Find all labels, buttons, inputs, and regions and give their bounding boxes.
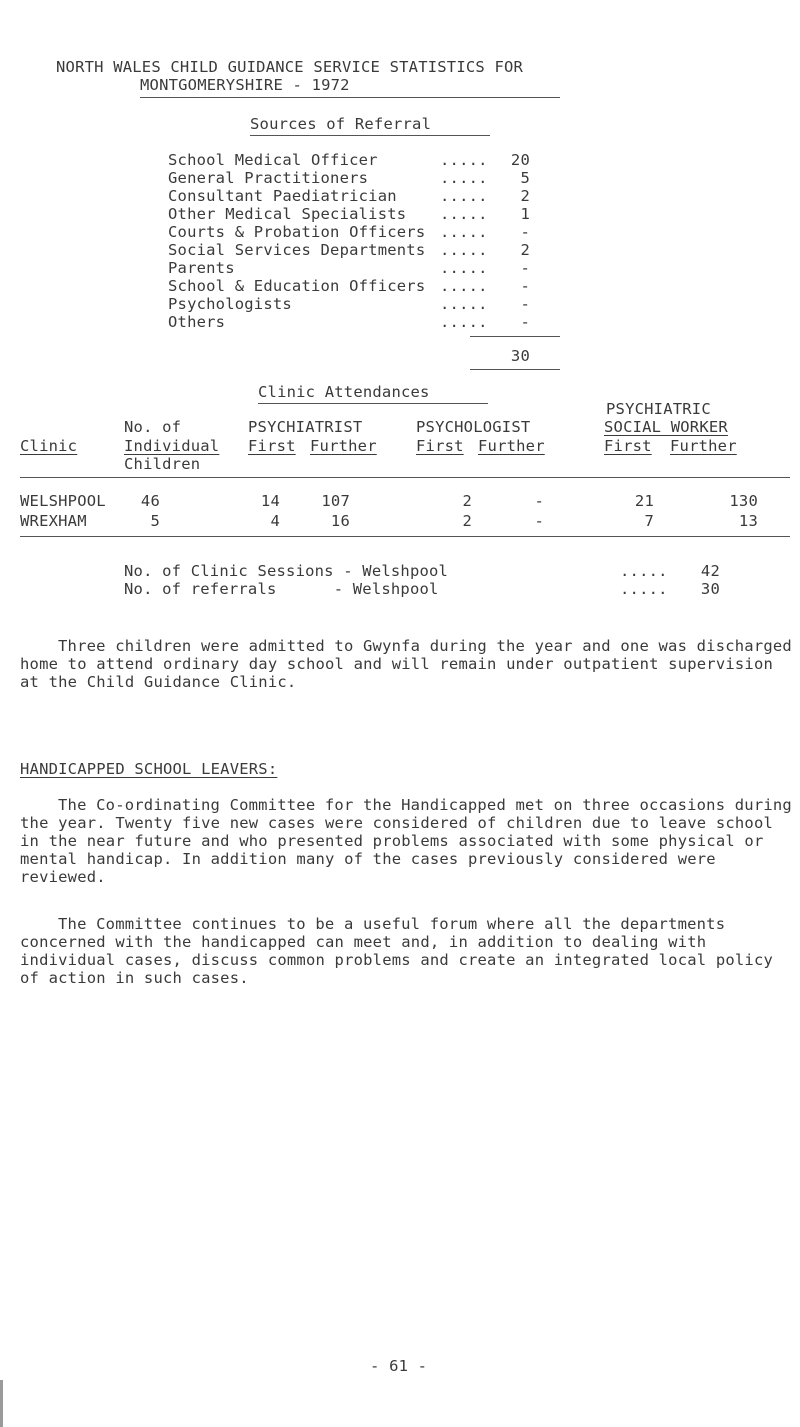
header-sw-further: Further (670, 437, 737, 455)
referral-label: General Practitioners (168, 169, 369, 187)
header-children: Children (124, 455, 201, 473)
cell-clinic: WELSHPOOL (20, 492, 106, 510)
leader-dots: ..... (440, 205, 488, 223)
header-psychologist-first: First (416, 437, 464, 455)
header-psychologist-further: Further (478, 437, 545, 455)
referral-label: Courts & Probation Officers (168, 223, 426, 241)
cell-sw-first: 21 (634, 492, 654, 510)
referral-total: 30 (510, 347, 530, 365)
referrals-value: 30 (700, 580, 720, 598)
table-bottom-rule (20, 536, 790, 537)
report-title-line1: NORTH WALES CHILD GUIDANCE SERVICE STATISTICS FOR (56, 58, 524, 76)
leader-dots: ..... (440, 241, 488, 259)
scan-edge (0, 1380, 3, 1427)
referral-value: 1 (520, 205, 530, 223)
leader-dots: ..... (440, 313, 488, 331)
referral-title-underline (250, 135, 490, 136)
table-header-rule (20, 477, 790, 478)
leader-dots: ..... (440, 259, 488, 277)
leader-dots: ..... (440, 169, 488, 187)
attendances-title: Clinic Attendances (258, 383, 430, 401)
referral-total-rule-bottom (470, 369, 560, 370)
cell-sw-first: 7 (644, 512, 654, 530)
cell-psychiatrist-first: 4 (270, 512, 280, 530)
leader-dots: ..... (440, 295, 488, 313)
referral-value: 2 (520, 187, 530, 205)
referrals-label: No. of referrals - Welshpool (124, 580, 439, 598)
leader-dots: ..... (440, 187, 488, 205)
leader-dots: ..... (620, 580, 668, 598)
handicapped-paragraph-2: The Committee continues to be a useful forum where all the departments concerned with the handicapped can meet and, in addition to dealing with individual cases, discuss common problems and create an integrated local policy of action in such cases. (20, 915, 774, 987)
cell-sw-further: 130 (729, 492, 758, 510)
referral-total-rule (470, 336, 560, 337)
header-sw-first: First (604, 437, 652, 455)
referral-section-title: Sources of Referral (250, 115, 432, 133)
leader-dots: ..... (440, 151, 488, 169)
referral-label: Consultant Paediatrician (168, 187, 397, 205)
referral-label: Others (168, 313, 226, 331)
referral-value: 20 (510, 151, 530, 169)
header-social-worker: SOCIAL WORKER (604, 418, 728, 436)
cell-clinic: WREXHAM (20, 512, 87, 530)
header-psychiatrist: PSYCHIATRIST (248, 418, 363, 436)
referral-value: - (520, 295, 530, 313)
referral-label: Parents (168, 259, 235, 277)
header-psychiatrist-further: Further (310, 437, 377, 455)
leader-dots: ..... (440, 223, 488, 241)
cell-psychologist-first: 2 (462, 512, 472, 530)
referral-value: - (520, 277, 530, 295)
sessions-value: 42 (700, 562, 720, 580)
cell-psychologist-further: - (534, 512, 544, 530)
referral-label: Psychologists (168, 295, 292, 313)
sessions-label: No. of Clinic Sessions - Welshpool (124, 562, 449, 580)
header-clinic: Clinic (20, 437, 78, 455)
referral-value: 5 (520, 169, 530, 187)
header-psychiatric: PSYCHIATRIC (606, 400, 711, 418)
handicapped-heading: HANDICAPPED SCHOOL LEAVERS: (20, 760, 278, 778)
header-individual: Individual (124, 437, 220, 455)
cell-psychologist-first: 2 (462, 492, 472, 510)
referral-value: 2 (520, 241, 530, 259)
attendances-title-underline (258, 403, 488, 404)
cell-sw-further: 13 (738, 512, 758, 530)
referral-label: School Medical Officer (168, 151, 378, 169)
cell-children: 5 (150, 512, 160, 530)
referral-label: Other Medical Specialists (168, 205, 407, 223)
leader-dots: ..... (620, 562, 668, 580)
header-psychologist: PSYCHOLOGIST (416, 418, 531, 436)
referral-label: Social Services Departments (168, 241, 426, 259)
referral-label: School & Education Officers (168, 277, 426, 295)
cell-psychologist-further: - (534, 492, 544, 510)
handicapped-paragraph-1: The Co-ordinating Committee for the Handicapped met on three occasions during the year. Twenty five new cases were considered of children due to leave school in the near future and who presented problems associated with some physical or mental handicap. In addition many of the cases previously considered were reviewed. (20, 796, 792, 886)
title-underline (140, 97, 560, 98)
header-psychiatrist-first: First (248, 437, 296, 455)
page-number: - 61 - (370, 1357, 428, 1375)
referral-value: - (520, 313, 530, 331)
report-title-line2: MONTGOMERYSHIRE - 1972 (140, 76, 350, 94)
admission-note: Three children were admitted to Gwynfa during the year and one was discharged home to attend ordinary day school and will remain under outpatient supervision at the Child Guidance Clinic. (20, 637, 792, 691)
referral-value: - (520, 259, 530, 277)
cell-psychiatrist-first: 14 (260, 492, 280, 510)
cell-children: 46 (140, 492, 160, 510)
referral-value: - (520, 223, 530, 241)
cell-psychiatrist-further: 107 (321, 492, 350, 510)
leader-dots: ..... (440, 277, 488, 295)
cell-psychiatrist-further: 16 (330, 512, 350, 530)
header-no-of: No. of (124, 418, 182, 436)
